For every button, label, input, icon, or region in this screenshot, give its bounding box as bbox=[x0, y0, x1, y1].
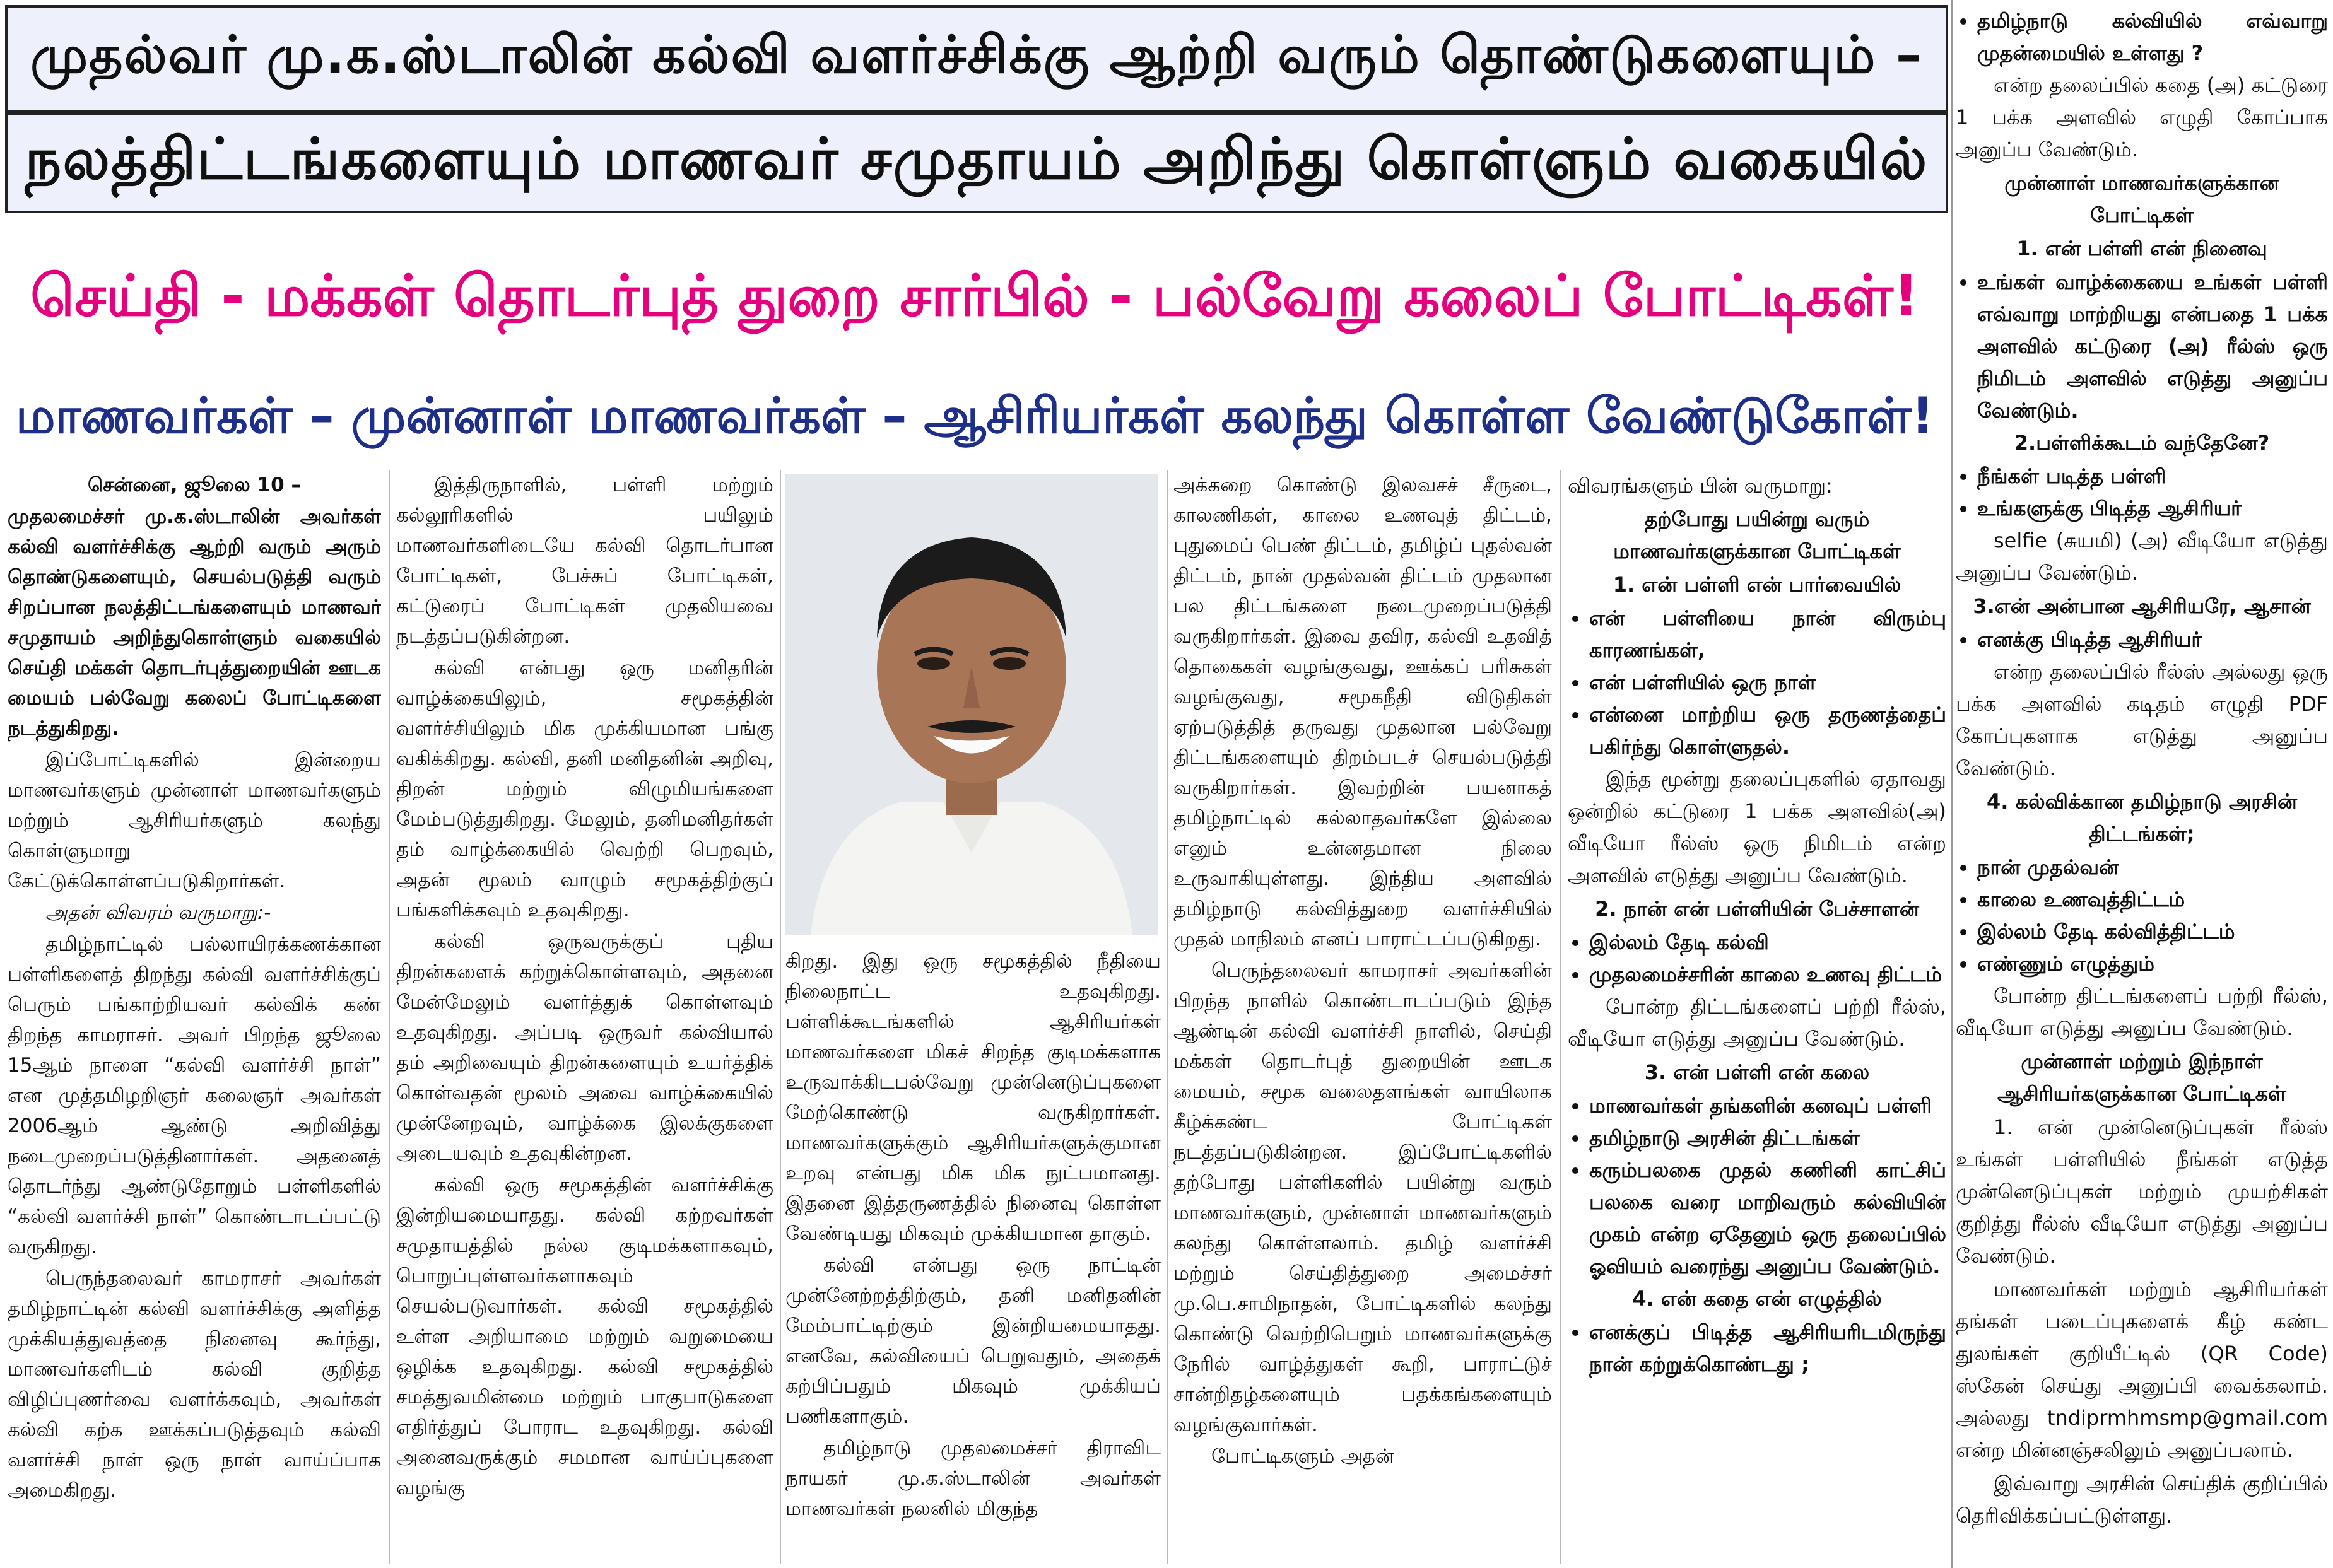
list-item: • என் பள்ளியை நான் விரும்பு காரணங்கள், bbox=[1589, 602, 1946, 667]
list-item: • எண்ணும் எழுத்தும் bbox=[1977, 948, 2328, 980]
article-column-4 bbox=[1568, 470, 1946, 1564]
lead-paragraph: முதலமைச்சர் மு.க.ஸ்டாலின் அவர்கள் கல்வி வளர்ச்சிக்கு ஆற்றி வரும் அரும் தொண்டுகளையும், செயல்படுத்தி வரும் சிறப்பான நலத்திட்டங்களையும் மாணவர் சமுதாயம் அறிந்துகொள்ளும் வகையில் செய்தி மக்கள் தொடர்புத்துறையின் ஊடக மையம் பல்வேறு கலைப் போட்டிகளை நடத்துகிறது. bbox=[8, 505, 381, 740]
bullet-list bbox=[1956, 460, 2328, 525]
portrait-photo bbox=[785, 474, 1158, 935]
banner-line-2 bbox=[5, 112, 1948, 213]
dateline: சென்னை, ஜூலை 10 – bbox=[88, 474, 301, 496]
list-item: • காலை உணவுத்திட்டம் bbox=[1977, 884, 2328, 916]
paragraph: selfie (சுயமி) (அ) வீடியோ எடுத்து அனுப்ப வேண்டும். bbox=[1956, 529, 2328, 585]
bullet-list bbox=[1568, 602, 1946, 763]
subsection-heading: 2. நான் என் பள்ளியின் பேச்சாளன் bbox=[1595, 897, 1919, 921]
column-divider bbox=[389, 470, 390, 1564]
subsection-heading: 3.என் அன்பான ஆசிரியரே, ஆசான் bbox=[1973, 594, 2311, 618]
paragraph: என்ற தலைப்பில் ரீல்ஸ் அல்லது ஒரு பக்க அளவில் கடிதம் எழுதி PDF கோப்புகளாக எடுத்து அனுப்ப வேண்டும். bbox=[1956, 660, 2328, 780]
article-column-5 bbox=[1956, 5, 2328, 1563]
bullet-list bbox=[1956, 266, 2328, 427]
list-item: • தமிழ்நாடு கல்வியில் எவ்வாறு முதன்மையில் உள்ளது ? bbox=[1977, 5, 2328, 69]
article-column-3-lower bbox=[785, 946, 1161, 1564]
paragraph: கிறது. இது ஒரு சமூகத்தில் நீதியை நிலைநாட்ட உதவுகிறது. பள்ளிக்கூடங்களில் ஆசிரியர்கள் மாணவர்களை மிகச் சிறந்த குடிமக்களாக உருவாக்கிடபல்வேறு முன்னெடுப்புகளை மேற்கொண்டு வருகிறார்கள். மாணவர்களுக்கும் ஆசிரியர்களுக்குமான உறவு என்பது மிக மிக நுட்பமானது. இதனை இத்தருணத்தில் நினைவு கொள்ள வேண்டியது மிகவும் முக்கியமான தாகும். bbox=[785, 950, 1161, 1245]
banner-line-1 bbox=[5, 5, 1948, 112]
paragraph: கல்வி ஒரு சமூகத்தின் வளர்ச்சிக்கு இன்றியமையாதது. கல்வி கற்றவர்கள் சமுதாயத்தில் நல்ல குடிமக்களாகவும், பொறுப்புள்ளவர்களாகவும் செயல்படுவார்கள். கல்வி சமூகத்தில் உள்ள அறியாமை மற்றும் வறுமையை ஒழிக்க உதவுகிறது. கல்வி சமூகத்தில் சமத்துவமின்மை மற்றும் பாகுபாடுகளை எதிர்த்துப் போராட உதவுகிறது. கல்வி அனைவருக்கும் சமமான வாய்ப்புகளை வழங்கு bbox=[396, 1174, 773, 1499]
list-item: • உங்களுக்கு பிடித்த ஆசிரியர் bbox=[1977, 493, 2328, 525]
paragraph: இந்த மூன்று தலைப்புகளில் ஏதாவது ஒன்றில் கட்டுரை 1 பக்க அளவில்(அ) வீடியோ ரீல்ஸ் ஒரு நிமிடம் என்ற அளவில் எடுத்து அனுப்ப வேண்டும். bbox=[1568, 767, 1946, 887]
section-heading: முன்னாள் மாணவர்களுக்கான போட்டிகள் bbox=[2004, 171, 2279, 227]
paragraph: 1. என் முன்னெடுப்புகள் ரீல்ஸ் உங்கள் பள்ளியில் நீங்கள் எடுத்த முன்னெடுப்புகள் மற்றும் முயற்சிகள் குறித்து ரீல்ஸ் வீடியோ எடுத்து அனுப்ப வேண்டும். bbox=[1956, 1115, 2328, 1268]
paragraph: என்ற தலைப்பில் கதை (அ) கட்டுரை 1 பக்க அளவில் எழுதி கோப்பாக அனுப்ப வேண்டும். bbox=[1956, 73, 2328, 161]
subsection-heading: 4. கல்விக்கான தமிழ்நாடு அரசின் திட்டங்கள்; bbox=[1986, 790, 2298, 846]
paragraph: தமிழ்நாட்டில் பல்லாயிரக்கணக்கான பள்ளிகளைத் திறந்து கல்வி வளர்ச்சிக்குப் பெரும் பங்காற்றியவர் கல்விக் கண் திறந்த காமராசர். அவர் பிறந்த ஜூலை 15ஆம் நாளை “கல்வி வளர்ச்சி நாள்” என முத்தமிழறிஞர் கலைஞர் அவர்கள் 2006ஆம் ஆண்டு அறிவித்து நடைமுறைப்படுத்தினார்கள். அதனைத் தொடர்ந்து ஆண்டுதோறும் பள்ளிகளில் “கல்வி வளர்ச்சி நாள்” கொண்டாடப்பட்டு வருகிறது. bbox=[8, 933, 381, 1258]
bullet-list bbox=[1568, 1090, 1946, 1283]
bullet-list bbox=[1956, 851, 2328, 980]
paragraph: தமிழ்நாடு முதலமைச்சர் திராவிட நாயகர் மு.க.ஸ்டாலின் அவர்கள் மாணவர்கள் நலனில் மிகுந்த bbox=[785, 1437, 1161, 1520]
paragraph: கல்வி ஒருவருக்குப் புதிய திறன்களைக் கற்றுக்கொள்ளவும், அதனை மேன்மேலும் வளர்த்துக் கொள்ளவும் உதவுகிறது. அப்படி ஒருவர் கல்வியால் தம் அறிவையும் திறன்களையும் உயர்த்திக் கொள்வதன் மூலம் அவை வாழ்க்கையில் முன்னேறவும், வாழ்க்கை இலக்குகளை அடையவும் உதவுகின்றன. bbox=[396, 930, 773, 1165]
subsection-heading: 1. என் பள்ளி என் பார்வையில் bbox=[1613, 573, 1901, 597]
list-item: • இல்லம் தேடி கல்வி bbox=[1589, 927, 1946, 959]
paragraph: மாணவர்கள் மற்றும் ஆசிரியர்கள் தங்கள் படைப்புகளைக் கீழ் கண்ட துலங்கள் குறியீட்டில் (QR Code) ஸ்கேன் செய்து அனுப்பி வைக்கலாம். அல்லது tndiprmhmsmp@gmail.com என்ற மின்னஞ்சலிலும் அனுப்பலாம். bbox=[1956, 1277, 2328, 1462]
right-column-divider bbox=[1951, 0, 1953, 1568]
list-item: • இல்லம் தேடி கல்வித்திட்டம் bbox=[1977, 916, 2328, 948]
subheadline bbox=[0, 378, 1949, 460]
list-item: • நான் முதல்வன் bbox=[1977, 851, 2328, 884]
headline-text: செய்தி - மக்கள் தொடர்புத் துறை சார்பில் - பல்வேறு கலைப் போட்டிகள்! bbox=[30, 262, 1919, 329]
article-column-3 bbox=[1173, 470, 1552, 1564]
portrait-illustration bbox=[785, 474, 1158, 935]
subsection-heading: 3. என் பள்ளி என் கலை bbox=[1644, 1060, 1870, 1084]
paragraph: அக்கறை கொண்டு இலவசச் சீருடை, காலணிகள், காலை உணவுத் திட்டம், புதுமைப் பெண் திட்டம், தமிழ்ப் புதல்வன் திட்டம், நான் முதல்வன் திட்டம் முதலான பல திட்டங்களை நடைமுறைப்படுத்தி வருகிறார்கள். இவை தவிர, கல்வி உதவித் தொகைகள் வழங்குவது, ஊக்கப் பரிசுகள் வழங்குவது, சமூகநீதி விடுதிகள் ஏற்படுத்தித் தருவது முதலான பல்வேறு திட்டங்களையும் திறம்படச் செயல்படுத்தி வருகிறார்கள். இவற்றின் பயனாகத் தமிழ்நாட்டில் கல்லாதவர்களே இல்லை எனும் உன்னதமான நிலை உருவாகியுள்ளது. இந்திய அளவில் தமிழ்நாடு கல்வித்துறை வளர்ச்சியில் முதல் மாநிலம் எனப் பாராட்டப்படுகிறது. bbox=[1173, 474, 1552, 951]
subsection-heading: 2.பள்ளிக்கூடம் வந்தேனே? bbox=[2014, 431, 2270, 455]
banner-line-1-text: முதல்வர் மு.க.ஸ்டாலின் கல்வி வளர்ச்சிக்கு ஆற்றி வரும் தொண்டுகளையும் – bbox=[30, 25, 1923, 85]
paragraph: போட்டிகளும் அதன் bbox=[1211, 1445, 1394, 1468]
list-item: • மாணவர்கள் தங்களின் கனவுப் பள்ளி bbox=[1589, 1090, 1946, 1122]
list-item: • எனக்கு பிடித்த ஆசிரியர் bbox=[1977, 624, 2328, 656]
list-item: • தமிழ்நாடு அரசின் திட்டங்கள் bbox=[1589, 1122, 1946, 1154]
paragraph: போன்ற திட்டங்களைப் பற்றி ரீல்ஸ், வீடியோ எடுத்து அனுப்ப வேண்டும். bbox=[1956, 984, 2328, 1040]
article-column-1 bbox=[8, 470, 381, 1564]
bullet-list bbox=[1956, 5, 2328, 69]
paragraph: போன்ற திட்டங்களைப் பற்றி ரீல்ஸ், வீடியோ எடுத்து அனுப்ப வேண்டும். bbox=[1568, 995, 1946, 1051]
list-item: • எனக்குப் பிடித்த ஆசிரியரிடமிருந்து நான் கற்றுக்கொண்டது ; bbox=[1589, 1316, 1946, 1381]
section-heading: முன்னாள் மற்றும் இந்நாள் ஆசிரியர்களுக்கான போட்டிகள் bbox=[1997, 1050, 2286, 1106]
paragraph: கல்வி என்பது ஒரு நாட்டின் முன்னேற்றத்திற்கும், தனி மனிதனின் மேம்பாட்டிற்கும் இன்றியமையாதது. எனவே, கல்வியைப் பெறுவதும், அதைக் கற்பிப்பதும் மிகவும் முக்கியப் பணிகளாகும். bbox=[785, 1254, 1161, 1428]
list-item: • நீங்கள் படித்த பள்ளி bbox=[1977, 460, 2328, 493]
paragraph: இவ்வாறு அரசின் செய்திக் குறிப்பில் தெரிவிக்கப்பட்டுள்ளது. bbox=[1956, 1471, 2328, 1528]
paragraph: பெருந்தலைவர் காமராசர் அவர்கள் தமிழ்நாட்டின் கல்வி வளர்ச்சிக்கு அளித்த முக்கியத்துவத்தை நினைவு கூர்ந்து, மாணவர்களிடம் கல்வி குறித்த விழிப்புணர்வை வளர்க்கவும், அவர்கள் கல்வி கற்க ஊக்கப்படுத்தவும் கல்வி வளர்ச்சி நாள் ஒரு நாள் வாய்ப்பாக அமைகிறது. bbox=[8, 1267, 381, 1502]
bullet-list bbox=[1956, 624, 2328, 656]
subsection-heading: 1. என் பள்ளி என் நினைவு bbox=[2016, 237, 2267, 260]
banner-line-2-text: நலத்திட்டங்களையும் மாணவர் சமுதாயம் அறிந்து கொள்ளும் வகையில் bbox=[25, 126, 1929, 192]
column-divider bbox=[1560, 470, 1561, 1564]
list-item: • என்னை மாற்றிய ஒரு தருணத்தைப் பகிர்ந்து கொள்ளுதல். bbox=[1589, 699, 1946, 763]
paragraph: இப்போட்டிகளில் இன்றைய மாணவர்களும் முன்னாள் மாணவர்களும் மற்றும் ஆசிரியர்களும் கலந்து கொள்ளுமாறு கேட்டுக்கொள்ளப்படுகிறார்கள். bbox=[8, 749, 381, 892]
paragraph: பெருந்தலைவர் காமராசர் அவர்களின் பிறந்த நாளில் கொண்டாடப்படும் இந்த ஆண்டின் கல்வி வளர்ச்சி நாளில், செய்தி மக்கள் தொடர்புத் துறையின் ஊடக மையம், சமூக வலைதளங்கள் வாயிலாக கீழ்க்கண்ட போட்டிகள் நடத்தப்படுகின்றன. இப்போட்டிகளில் தற்போது பள்ளிகளில் பயின்று வரும் மாணவர்களும், முன்னாள் மாணவர்களும் கலந்து கொள்ளலாம். தமிழ் வளர்ச்சி மற்றும் செய்தித்துறை அமைச்சர் மு.பெ.சாமிநாதன், போட்டிகளில் கலந்து கொண்டு வெற்றிபெறும் மாணவர்களுக்கு நேரில் வாழ்த்துகள் கூறி, பாராட்டுச் சான்றிதழ்களையும் பதக்கங்களையும் வழங்குவார்கள். bbox=[1173, 959, 1552, 1436]
bullet-list bbox=[1568, 927, 1946, 991]
article-column-2 bbox=[396, 470, 773, 1564]
column-divider bbox=[780, 470, 781, 1564]
list-item: • முதலமைச்சரின் காலை உணவு திட்டம் bbox=[1589, 959, 1946, 991]
list-item: • கரும்பலகை முதல் கணினி காட்சிப் பலகை வரை மாறிவரும் கல்வியின் முகம் என்ற ஏதேனும் ஒரு தலைப்பில் ஓவியம் வரைந்து அனுப்ப வேண்டும். bbox=[1589, 1154, 1946, 1283]
subheadline-text: மாணவர்கள் – முன்னாள் மாணவர்கள் – ஆசிரியர்கள் கலந்து கொள்ள வேண்டுகோள்! bbox=[15, 388, 1934, 445]
column-divider bbox=[1167, 470, 1168, 1564]
paragraph: விவரங்களும் பின் வருமாறு: bbox=[1568, 474, 1833, 498]
list-item: • உங்கள் வாழ்க்கையை உங்கள் பள்ளி எவ்வாறு மாற்றியது என்பதை 1 பக்க அளவில் கட்டுரை (அ) ரீல்ஸ் ஒரு நிமிடம் அளவில் எடுத்து அனுப்ப வேண்டும். bbox=[1977, 266, 2328, 427]
paragraph: இத்திருநாளில், பள்ளி மற்றும் கல்லூரிகளில் பயிலும் மாணவர்களிடையே கல்வி தொடர்பான போட்டிகள், பேச்சுப் போட்டிகள், கட்டுரைப் போட்டிகள் முதலியவை நடத்தப்படுகின்றன. bbox=[396, 474, 773, 648]
paragraph: அதன் விவரம் வருமாறு:- bbox=[45, 901, 271, 924]
list-item: • என் பள்ளியில் ஒரு நாள் bbox=[1589, 667, 1946, 699]
bullet-list bbox=[1568, 1316, 1946, 1381]
paragraph: கல்வி என்பது ஒரு மனிதரின் வாழ்க்கையிலும், சமூகத்தின் வளர்ச்சியிலும் மிக முக்கியமான பங்கு வகிக்கிறது. கல்வி, தனி மனிதனின் அறிவு, திறன் மற்றும் விழுமியங்களை மேம்படுத்துகிறது. மேலும், தனிமனிதர்கள் தம் வாழ்க்கையில் வெற்றி பெறவும், அதன் மூலம் வாழும் சமூகத்திற்குப் பங்களிக்கவும் உதவுகிறது. bbox=[396, 657, 773, 921]
subsection-heading: 4. என் கதை என் எழுத்தில் bbox=[1632, 1287, 1882, 1311]
section-heading: தற்போது பயின்று வரும் மாணவர்களுக்கான போட்டிகள் bbox=[1613, 507, 1901, 563]
headline bbox=[0, 218, 1949, 382]
